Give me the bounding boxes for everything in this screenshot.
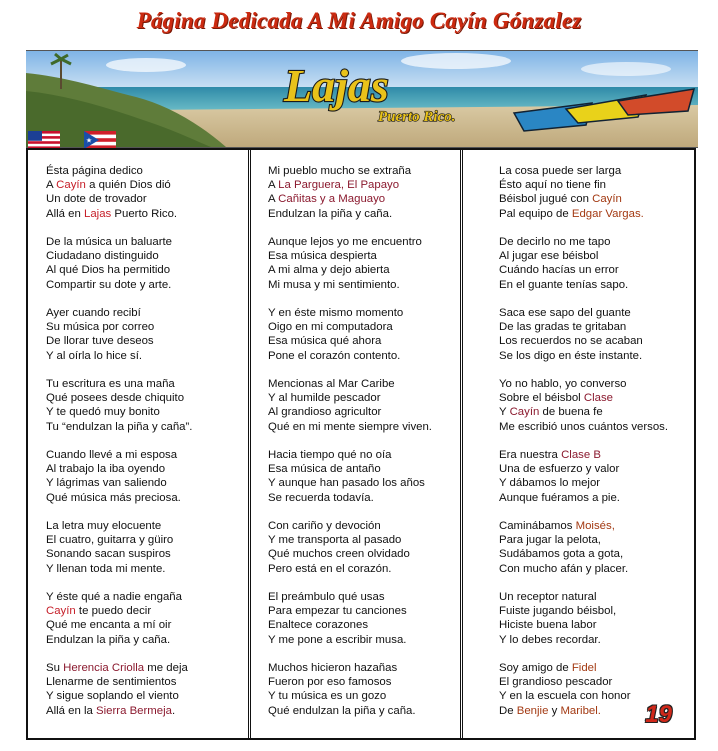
poem-column-2 [248,150,460,738]
verse-line [268,547,460,561]
verse-line [268,590,460,604]
verse-text: A [268,193,279,206]
verse-text: Endulzan la piña y caña. [46,633,171,646]
verse-line [499,448,694,462]
verse-text: Cuando llevé a mi esposa [46,449,178,461]
highlighted-name: Maribel. [560,704,601,717]
verse-text: Al jugar ese béisbol [499,250,599,263]
verse-line [499,547,694,561]
highlighted-name: Lajas [84,207,112,220]
verse-text: Llenarme de sentimientos [46,676,177,689]
stanza [46,448,248,505]
highlighted-name: La Parguera, El Papayo [278,179,400,192]
verse-line [268,178,460,192]
verse-text: Sudábamos gota a gota, [499,548,624,561]
verse-text: De llorar tuve deseos [46,335,154,348]
verse-text: Caminábamos [499,520,576,532]
stanza [268,590,460,647]
verse-line [499,661,694,675]
verse-text: Y al humilde pescador [268,392,381,405]
verse-text: A [46,179,57,192]
verse-text: Esa música qué ahora [268,335,382,348]
verse-text: Mi pueblo mucho se extraña [268,165,412,177]
verse-text: Sonando sacan suspiros [46,548,171,561]
stanza [268,306,460,363]
verse-text: Y al oírla lo hice sí. [46,349,143,362]
verse-text: Hiciste buena labor [499,619,597,632]
verse-line [499,604,694,618]
stanza [268,519,460,576]
verse-line [499,590,694,604]
verse-text: Qué muchos creen olvidado [268,548,410,561]
verse-text: Los recuerdos no se acaban [499,335,643,348]
verse-line [268,278,460,292]
verse-text: Endulzan la piña y caña. [268,207,393,220]
highlighted-name: Cayín [46,605,76,618]
stanza [268,448,460,505]
stanza [46,519,248,576]
stanza [499,164,694,221]
verse-text: me deja [144,662,188,674]
verse-line [268,675,460,689]
verse-line [268,633,460,647]
highlighted-name: Herencia Criolla [63,662,145,674]
verse-text: Con cariño y devoción [268,520,381,532]
verse-line [268,604,460,618]
verse-line [46,661,248,675]
verse-text: Se recuerda todavía. [268,491,374,504]
verse-line [268,704,460,718]
verse-line [46,689,248,703]
highlighted-name: Cayín [592,193,622,206]
verse-line [499,320,694,334]
verse-line [268,519,460,533]
verse-text: Yo no hablo, yo converso [499,378,627,390]
verse-text: Y lágrimas van saliendo [46,477,167,490]
highlighted-name: Benjie [516,704,549,717]
verse-text: Su [46,662,64,674]
highlighted-name: Edgar Vargas. [571,207,644,220]
stanza [499,519,694,576]
verse-line [499,235,694,249]
banner-logo-subtext: Puerto Rico. [378,109,456,125]
poem-column-3 [460,150,694,738]
highlighted-name: Cayín [509,406,540,419]
verse-line [268,192,460,206]
verse-text: Béisbol jugué con [499,193,593,206]
verse-text: Y tu música es un gozo [268,690,387,703]
verse-line [499,334,694,348]
verse-line [46,278,248,292]
verse-text: Fuiste jugando béisbol, [499,605,617,618]
verse-line [268,263,460,277]
verse-line [46,604,248,618]
verse-line [499,178,694,192]
verse-text: Saca ese sapo del guante [499,307,631,319]
verse-text: Qué posees desde chiquito [46,392,185,405]
verse-line [46,235,248,249]
verse-text: Compartir su dote y arte. [46,278,172,291]
verse-text: Ésto aquí no tiene fin [499,179,607,192]
verse-line [268,320,460,334]
verse-text: La letra muy elocuente [46,520,162,532]
verse-line [46,192,248,206]
stanza [268,235,460,292]
verse-text: Ésta página dedico [46,165,143,177]
verse-line [46,420,248,434]
verse-line [46,391,248,405]
verse-text: El preámbulo qué usas [268,591,385,603]
verse-text: Y lo debes recordar. [499,633,601,646]
verse-line [499,533,694,547]
verse-line [46,547,248,561]
verse-text: Al grandioso agricultor [268,406,382,419]
verse-line [46,476,248,490]
highlighted-name: Cañitas y a Maguayo [278,193,386,206]
verse-line [46,320,248,334]
verse-line [268,405,460,419]
verse-line [268,420,460,434]
verse-text: Era nuestra [499,449,562,461]
verse-line [46,405,248,419]
highlighted-name: Moisés, [575,520,615,532]
verse-line [499,391,694,405]
verse-text: Y llenan toda mi mente. [46,562,166,575]
verse-text: A mi alma y dejo abierta [268,264,390,277]
verse-text: Allá en la [46,704,97,717]
verse-text: Me escribió unos cuántos versos. [499,420,669,433]
verse-text: Ayer cuando recibí [46,307,141,319]
verse-line [499,263,694,277]
verse-text: Tu “endulzan la piña y caña”. [46,420,193,433]
verse-text: y [548,704,561,717]
verse-line [46,448,248,462]
verse-line [268,334,460,348]
verse-line [46,178,248,192]
verse-line [268,618,460,632]
verse-line [499,462,694,476]
banner-logo-text: Lajas [284,60,389,111]
verse-text: te puedo decir [75,605,152,618]
verse-text: Con mucho afán y placer. [499,562,629,575]
verse-text: Qué endulzan la piña y caña. [268,704,416,717]
verse-line [268,207,460,221]
verse-line [499,405,694,419]
verse-text: de buena fe [539,406,603,419]
verse-line [46,618,248,632]
verse-line [46,249,248,263]
verse-line [499,192,694,206]
verse-line [268,377,460,391]
verse-line [46,533,248,547]
verse-line [499,633,694,647]
verse-text: Y me pone a escribir musa. [268,633,407,646]
stanza [46,164,248,221]
page-number: 19 [645,700,672,728]
stanza [499,235,694,292]
stanza [499,377,694,434]
highlighted-name: Sierra Bermeja [96,704,172,717]
verse-text: Aunque lejos yo me encuentro [268,236,422,248]
stanza [46,661,248,718]
stanza [268,164,460,221]
verse-text: Pone el corazón contento. [268,349,401,362]
verse-line [268,533,460,547]
verse-text: . [172,704,176,717]
verse-text: Pal equipo de [499,207,572,220]
verse-line [46,263,248,277]
verse-line [46,462,248,476]
verse-text: Y en la escuela con honor [499,690,631,703]
puerto-rico-flag-icon [84,131,116,149]
verse-line [46,349,248,363]
verse-line [46,704,248,718]
verse-line [499,164,694,178]
verse-text: Muchos hicieron hazañas [268,662,398,674]
verse-line [499,207,694,221]
highlighted-name: Cayín [56,179,86,192]
verse-text: Mi musa y mi sentimiento. [268,278,400,291]
verse-line [46,633,248,647]
verse-text: Y sigue soplando el viento [46,690,179,703]
verse-text: Y dábamos lo mejor [499,477,601,490]
verse-text: Y te quedó muy bonito [46,406,160,419]
verse-text: La cosa puede ser larga [499,165,622,177]
verse-text: Pero está en el corazón. [268,562,392,575]
verse-line [268,661,460,675]
verse-line [499,349,694,363]
poem-columns [26,148,696,740]
verse-text: Para empezar tu canciones [268,605,407,618]
verse-line [268,306,460,320]
verse-line [46,207,248,221]
verse-line [499,618,694,632]
verse-text: Un dote de trovador [46,193,147,206]
verse-line [268,491,460,505]
verse-line [268,689,460,703]
verse-text: El cuatro, guitarra y güiro [46,534,174,547]
stanza [46,306,248,363]
verse-line [268,164,460,178]
verse-text: Aunque fuéramos a pie. [499,491,620,504]
verse-text: Su música por correo [46,321,155,334]
verse-text: El grandioso pescador [499,676,613,689]
verse-text: Enaltece corazones [268,619,369,632]
verse-line [46,675,248,689]
verse-line [499,675,694,689]
highlighted-name: Clase B [561,449,601,461]
verse-text: Fueron por eso famosos [268,676,392,689]
verse-line [499,249,694,263]
verse-text: Ciudadano distinguido [46,250,159,263]
verse-text: Mencionas al Mar Caribe [268,378,395,390]
verse-line [268,476,460,490]
verse-text: Un receptor natural [499,591,597,603]
verse-line [46,590,248,604]
verse-line [46,491,248,505]
verse-line [499,306,694,320]
verse-line [499,519,694,533]
lajas-banner-image [26,50,698,148]
verse-line [499,420,694,434]
verse-text: Qué en mi mente siempre viven. [268,420,432,433]
verse-text: A [268,179,279,192]
verse-text: Esa música de antaño [268,463,381,476]
verse-line [46,562,248,576]
verse-text: a quién Dios dió [85,179,171,192]
verse-line [268,349,460,363]
stanza [499,448,694,505]
highlighted-name: Fidel [571,662,597,674]
verse-line [46,306,248,320]
verse-text: Se los digo en éste instante. [499,349,643,362]
us-flag-icon [28,131,60,149]
stanza [499,306,694,363]
verse-line [499,278,694,292]
verse-line [46,377,248,391]
poem-column-1 [28,150,248,738]
verse-text: De la música un baluarte [46,236,172,248]
verse-text: Y me transporta al pasado [268,534,402,547]
verse-line [499,476,694,490]
stanza [499,590,694,647]
verse-text: Soy amigo de [499,662,572,674]
verse-text: Oigo en mi computadora [268,321,393,334]
page-title: Página Dedicada A Mi Amigo Cayín Gónzalez [136,8,582,33]
verse-line [268,249,460,263]
verse-text: Puerto Rico. [111,207,178,220]
verse-text: De decirlo no me tapo [499,236,611,248]
verse-line [268,391,460,405]
verse-line [46,164,248,178]
verse-line [499,377,694,391]
stanza [268,661,460,718]
verse-line [46,519,248,533]
verse-text: De las gradas te gritaban [499,321,627,334]
verse-text: Y éste qué a nadie engaña [46,591,182,603]
verse-text: Sobre el béisbol [499,392,584,405]
verse-text: Para jugar la pelota, [499,534,601,547]
verse-text: Y aunque han pasado los años [268,477,425,490]
highlighted-name: Clase [583,392,613,405]
verse-text: De [499,704,517,717]
verse-text: Al qué Dios ha permitido [46,264,171,277]
verse-text: Y en éste mismo momento [268,307,404,319]
verse-line [268,562,460,576]
verse-text: Hacia tiempo qué no oía [268,449,392,461]
verse-text: Qué me encanta a mí oir [46,619,172,632]
verse-line [46,334,248,348]
verse-text: Esa música despierta [268,250,377,263]
verse-text: Cuándo hacías un error [499,264,619,277]
verse-line [268,235,460,249]
verse-text: Al trabajo la iba oyendo [46,463,166,476]
stanza [46,235,248,292]
verse-line [268,448,460,462]
verse-line [499,491,694,505]
verse-text: Allá en [46,207,84,220]
verse-text: En el guante tenías sapo. [499,278,629,291]
verse-line [499,562,694,576]
stanza [46,377,248,434]
verse-line [268,462,460,476]
verse-text: Tu escritura es una maña [46,378,175,390]
stanza [46,590,248,647]
verse-text: Qué música más preciosa. [46,491,181,504]
verse-text: Y [499,406,510,419]
stanza [268,377,460,434]
verse-text: Una de esfuerzo y valor [499,463,620,476]
